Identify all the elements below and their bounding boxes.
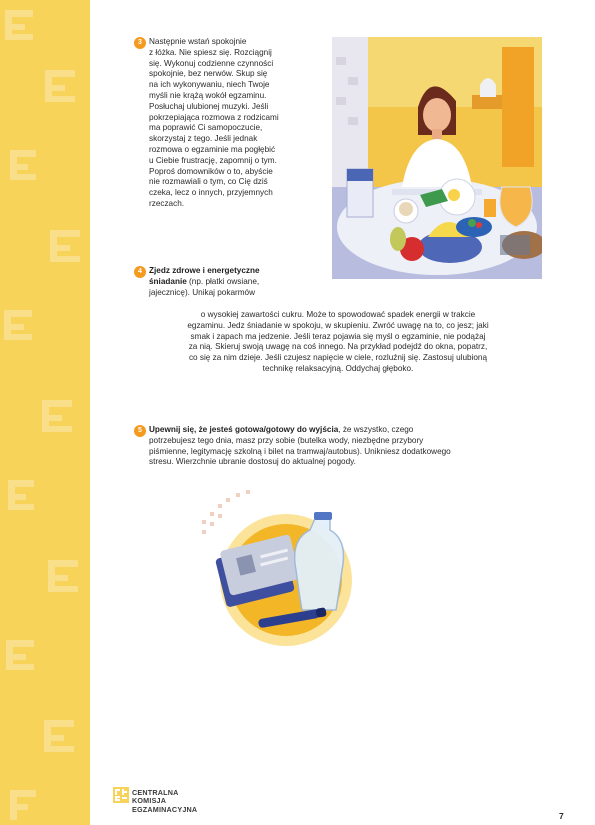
logo-line: KOMISJA <box>132 796 167 806</box>
letter-pattern <box>0 0 90 825</box>
text-line: się. Wykonuj codzienne czynności <box>149 58 274 68</box>
item-3-paragraph <box>149 37 317 210</box>
text-line: Posłuchaj ulubionej muzyki. Jeśli <box>149 101 269 111</box>
text-line: rzeczach. <box>149 198 185 208</box>
text-line: smak i zapach ma jedzenie. Jeśli teraz pojawia się myśl o egzaminie, nie podążaj <box>190 331 486 341</box>
text-line: rozmowa o egzaminie ma pogłębić <box>149 144 276 154</box>
exam-items-illustration <box>196 490 364 648</box>
item-5-paragraph <box>149 425 544 468</box>
item-4-paragraph <box>138 310 538 375</box>
cke-logo-text <box>132 789 197 814</box>
item-4-intro <box>149 266 319 298</box>
item-4-number-badge: 4 <box>134 266 146 278</box>
cke-logo-icon <box>113 787 129 803</box>
text-line: za nią. Skieruj swoją uwagę na coś innego. Na przykład podejdź do okna, popatrz, <box>188 342 488 352</box>
text-line: spokojnie, bez nerwów. Skup się <box>149 69 268 79</box>
text-line: piśmienne, legitymację szkolną i bilet na tramwaj/autobus). Unikniesz dodatkowego <box>149 446 451 456</box>
text-line: skorzystaj z tego. Jeśli jednak <box>149 134 258 144</box>
text-line: czeka, lecz o innych, przyjemnych <box>149 188 273 198</box>
text-line: stresu. Wierzchnie ubranie dostosuj do aktualnej pogody. <box>149 457 356 467</box>
text-line: u Ciebie frustrację, zapomnij o tym. <box>149 155 277 165</box>
item-4-bold-keyword: śniadanie <box>149 276 187 286</box>
page-number: 7 <box>559 811 564 821</box>
text-line: o wysokiej zawartości cukru. Może to spowodować spadek energii w trakcie <box>200 310 476 319</box>
text-line: pokrzepiająca rozmowa z rodzicami <box>149 112 279 122</box>
text-line: Poproś domowników o to, abyście <box>149 166 273 176</box>
text-line: Następnie wstań spokojnie <box>149 37 247 46</box>
text-line: technikę relaksacyjną. Oddychaj głęboko. <box>262 363 414 373</box>
text-line: potrzebujesz tego dnia, masz przy sobie (butelka wody, niezbędne przybory <box>149 435 424 445</box>
text-line: (np. płatki owsiane, <box>186 276 260 286</box>
text-line: ma poprawić Ci samopoczucie, <box>149 123 263 133</box>
logo-line: EGZAMINACYJNA <box>132 804 198 814</box>
text-line: jajecznicę). Unikaj pokarmów <box>149 287 256 297</box>
decorative-side-strip <box>0 0 90 825</box>
text-line: myśli nie krążą wokół egzaminu. <box>149 90 267 100</box>
logo-line: CENTRALNA <box>132 788 179 797</box>
text-line: nie rozmawiali o tym, co Cię dziś <box>149 177 268 187</box>
item-5-bold-heading: Upewnij się, że jesteś gotowa/gotowy do wyjścia <box>149 425 339 434</box>
text-line: , że wszystko, czego <box>338 425 414 434</box>
item-3-number-badge: 3 <box>134 37 146 49</box>
text-line: z łóżka. Nie spiesz się. Rozciągnij <box>149 47 272 57</box>
item-4-bold-heading: Zjedz zdrowe i energetyczne <box>149 266 260 275</box>
breakfast-illustration <box>332 37 542 279</box>
text-line: co się za nim dzieje. Jeśli czujesz napięcie w ciele, rozluźnij się. Zastosuj ulubioną <box>188 353 488 363</box>
item-5-number-badge: 5 <box>134 425 146 437</box>
text-line: na ich wykonywaniu, niech Twoje <box>149 80 270 90</box>
text-line: egzaminu. Jedz śniadanie w spokoju, w skupieniu. Zwróć uwagę na to, co jesz; jaki <box>187 320 489 330</box>
